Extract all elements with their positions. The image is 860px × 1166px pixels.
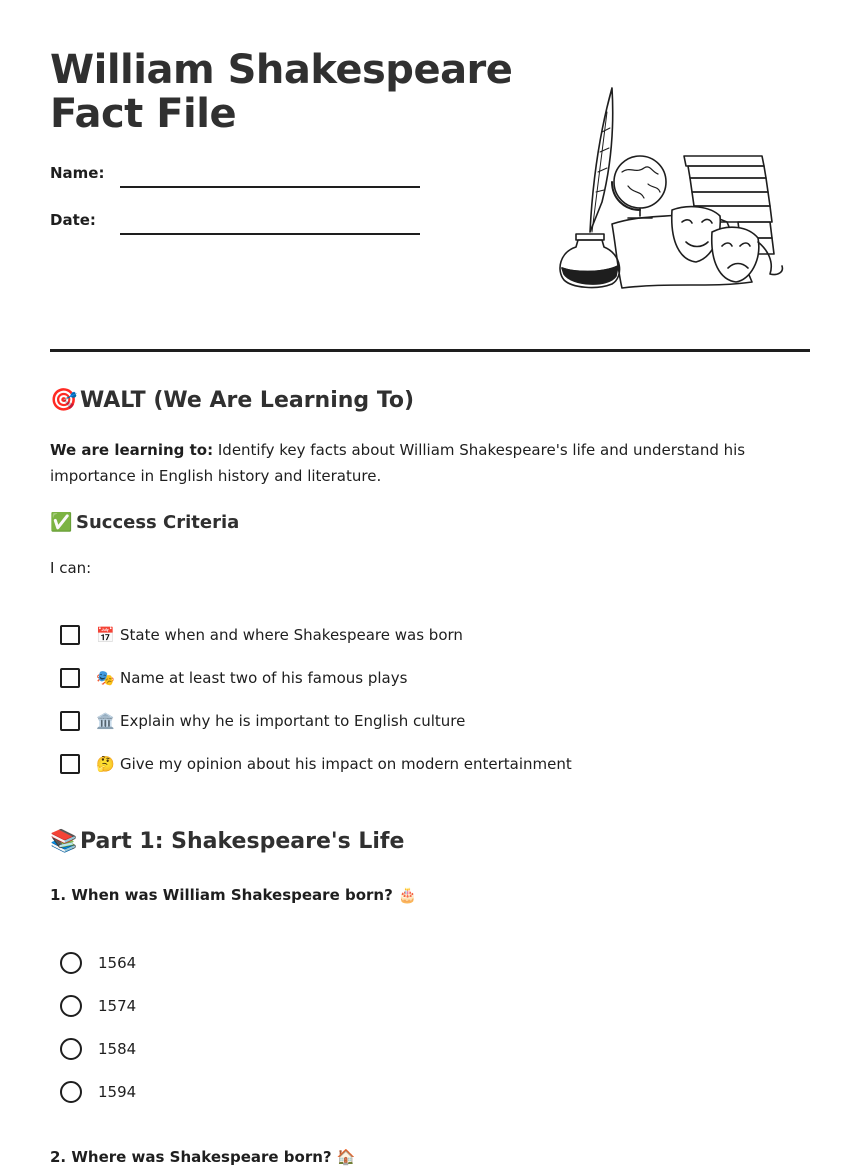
date-label: Date: (50, 211, 96, 229)
name-field[interactable] (120, 186, 420, 188)
answer-radio[interactable] (60, 1081, 82, 1103)
answer-label: 1584 (98, 1040, 137, 1058)
criteria-text: State when and where Shakespeare was born (120, 626, 463, 644)
walt-heading (50, 388, 414, 413)
birthday-cake-icon: 🎂 (398, 886, 417, 904)
success-intro: I can: (50, 559, 92, 577)
criteria-text: Give my opinion about his impact on modern entertainment (120, 755, 572, 773)
date-field[interactable] (120, 233, 420, 235)
question-2-text: 2. Where was Shakespeare born? (50, 1148, 332, 1166)
criteria-text: Name at least two of his famous plays (120, 669, 408, 687)
books-icon: 📚 (50, 829, 78, 854)
criteria-checkbox[interactable] (60, 625, 80, 645)
answer-label: 1564 (98, 954, 137, 972)
calendar-icon: 📅 (96, 626, 115, 644)
criteria-checkbox[interactable] (60, 711, 80, 731)
criteria-checkbox[interactable] (60, 668, 80, 688)
answer-radio[interactable] (60, 1038, 82, 1060)
answer-option (60, 1036, 136, 1062)
walt-lead: We are learning to: (50, 441, 214, 459)
title-line-2: Fact File (50, 91, 237, 137)
question-1 (50, 886, 417, 904)
thinking-face-icon: 🤔 (96, 755, 115, 773)
theatre-masks-icon: 🎭 (96, 669, 115, 687)
answer-option (60, 1079, 136, 1105)
globe-icon (612, 156, 666, 218)
answer-option (60, 950, 136, 976)
walt-paragraph (50, 437, 810, 489)
criteria-text: Explain why he is important to English culture (120, 712, 466, 730)
name-label: Name: (50, 164, 105, 182)
answer-radio[interactable] (60, 952, 82, 974)
section-divider (50, 349, 810, 352)
inkwell-icon (560, 234, 620, 287)
criteria-item (60, 622, 463, 648)
success-criteria-heading (50, 512, 239, 533)
part1-heading (50, 829, 404, 854)
answer-radio[interactable] (60, 995, 82, 1017)
check-mark-button-icon: ✅ (50, 512, 73, 533)
answer-option (60, 993, 136, 1019)
question-1-text: 1. When was William Shakespeare born? (50, 886, 393, 904)
shakespeare-illustration (552, 82, 788, 296)
question-2 (50, 1148, 356, 1166)
walt-text: Identify key facts about William Shakespeare's life and understand his importance in English history and literature. (50, 441, 746, 485)
criteria-item (60, 665, 407, 691)
theatre-masks-icon (672, 207, 783, 282)
part1-heading-text: Part 1: Shakespeare's Life (80, 829, 405, 854)
classical-building-icon: 🏛️ (96, 712, 115, 730)
answer-label: 1594 (98, 1083, 137, 1101)
dart-target-icon: 🎯 (50, 388, 78, 413)
answer-label: 1574 (98, 997, 137, 1015)
walt-heading-text: WALT (We Are Learning To) (80, 388, 415, 413)
criteria-item (60, 751, 572, 777)
criteria-checkbox[interactable] (60, 754, 80, 774)
house-icon: 🏠 (336, 1148, 356, 1166)
criteria-item (60, 708, 465, 734)
title-line-1: William Shakespeare (50, 47, 513, 93)
page-title (50, 48, 520, 136)
success-criteria-heading-text: Success Criteria (76, 512, 240, 533)
